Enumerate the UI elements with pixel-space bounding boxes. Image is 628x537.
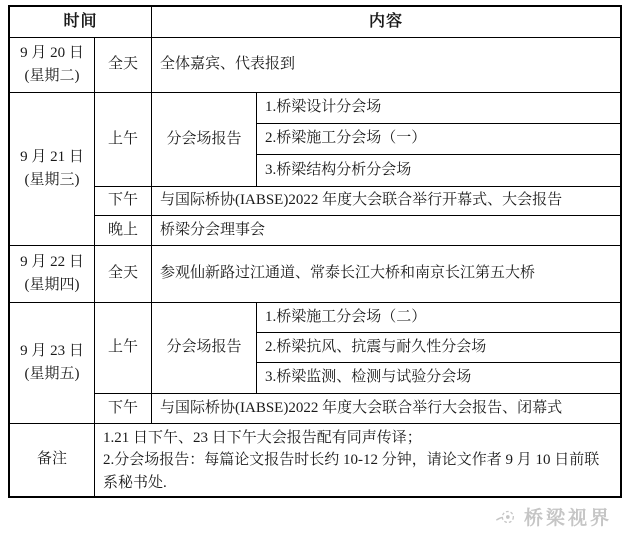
session-label-cell: 分会场报告	[152, 303, 257, 393]
session-row-evening	[95, 216, 620, 245]
session-row-afternoon	[95, 394, 620, 423]
note-line: 2.分会场报告：每篇论文报告时长约 10-12 分钟，请论文作者 9 月 10 日前联系秘书处.	[103, 452, 600, 491]
date-cell	[10, 38, 95, 92]
notes-content-cell	[95, 424, 620, 496]
date-text: 9 月 21 日	[20, 148, 84, 165]
weekday-text: (星期三)	[24, 172, 80, 188]
session-label-cell: 分会场报告	[152, 93, 257, 186]
col-header-time: 时间	[10, 7, 152, 37]
session-item-row	[257, 93, 620, 124]
day-row-sep20	[10, 38, 620, 93]
period-cell: 晚上	[95, 216, 152, 245]
notes-row	[10, 424, 620, 496]
date-cell	[10, 246, 95, 302]
content-cell: 参观仙新路过江通道、常泰长江大桥和南京长江第五大桥	[160, 265, 536, 282]
notes-label-cell: 备注	[10, 424, 95, 496]
session-row-afternoon	[95, 187, 620, 216]
day-row-sep23	[10, 303, 620, 424]
content-cell: 全体嘉宾、代表报到	[160, 56, 296, 73]
session-row-morning	[95, 303, 620, 394]
note-line: 1.21 日下午、23 日下午大会报告配有同声传译；	[103, 429, 422, 446]
session-item: 3.桥梁结构分析分会场	[265, 161, 412, 178]
session-row-morning	[95, 93, 620, 187]
period-cell: 全天	[95, 38, 152, 92]
session-item: 1.桥梁施工分会场（二）	[265, 308, 427, 325]
col-header-content: 内容	[368, 13, 403, 31]
weekday-text: (星期五)	[24, 366, 80, 382]
weekday-text: (星期二)	[24, 68, 80, 84]
date-cell	[10, 93, 95, 245]
date-cell	[10, 303, 95, 423]
table-header-row	[10, 7, 620, 38]
period-cell: 上午	[95, 303, 152, 393]
date-text: 9 月 22 日	[20, 253, 84, 270]
content-cell: 与国际桥协(IABSE)2022 年度大会联合举行开幕式、大会报告	[160, 192, 563, 209]
period-cell: 下午	[95, 394, 152, 423]
session-item-row	[257, 155, 620, 186]
session-item-row	[257, 124, 620, 155]
session-item: 2.桥梁抗风、抗震与耐久性分会场	[265, 338, 487, 355]
date-text: 9 月 23 日	[20, 342, 84, 359]
session-item: 1.桥梁设计分会场	[265, 99, 382, 116]
session-item-row	[257, 303, 620, 333]
period-cell: 下午	[95, 187, 152, 215]
period-cell: 全天	[95, 246, 152, 302]
bridge-vision-logo-icon	[495, 506, 517, 528]
day-row-sep22	[10, 246, 620, 303]
session-item: 2.桥梁施工分会场（一）	[265, 130, 427, 147]
session-item: 3.桥梁监测、检测与试验分会场	[265, 369, 472, 386]
watermark-brand-text: 桥梁视界	[523, 508, 612, 529]
watermark	[495, 503, 612, 530]
date-text: 9 月 20 日	[20, 44, 84, 61]
schedule-table	[8, 5, 622, 498]
period-cell: 上午	[95, 93, 152, 186]
content-cell: 桥梁分会理事会	[160, 221, 266, 238]
session-item-row	[257, 333, 620, 363]
content-cell: 与国际桥协(IABSE)2022 年度大会联合举行大会报告、闭幕式	[160, 399, 563, 416]
weekday-text: (星期四)	[24, 277, 80, 293]
session-item-row	[257, 363, 620, 393]
day-row-sep21	[10, 93, 620, 246]
